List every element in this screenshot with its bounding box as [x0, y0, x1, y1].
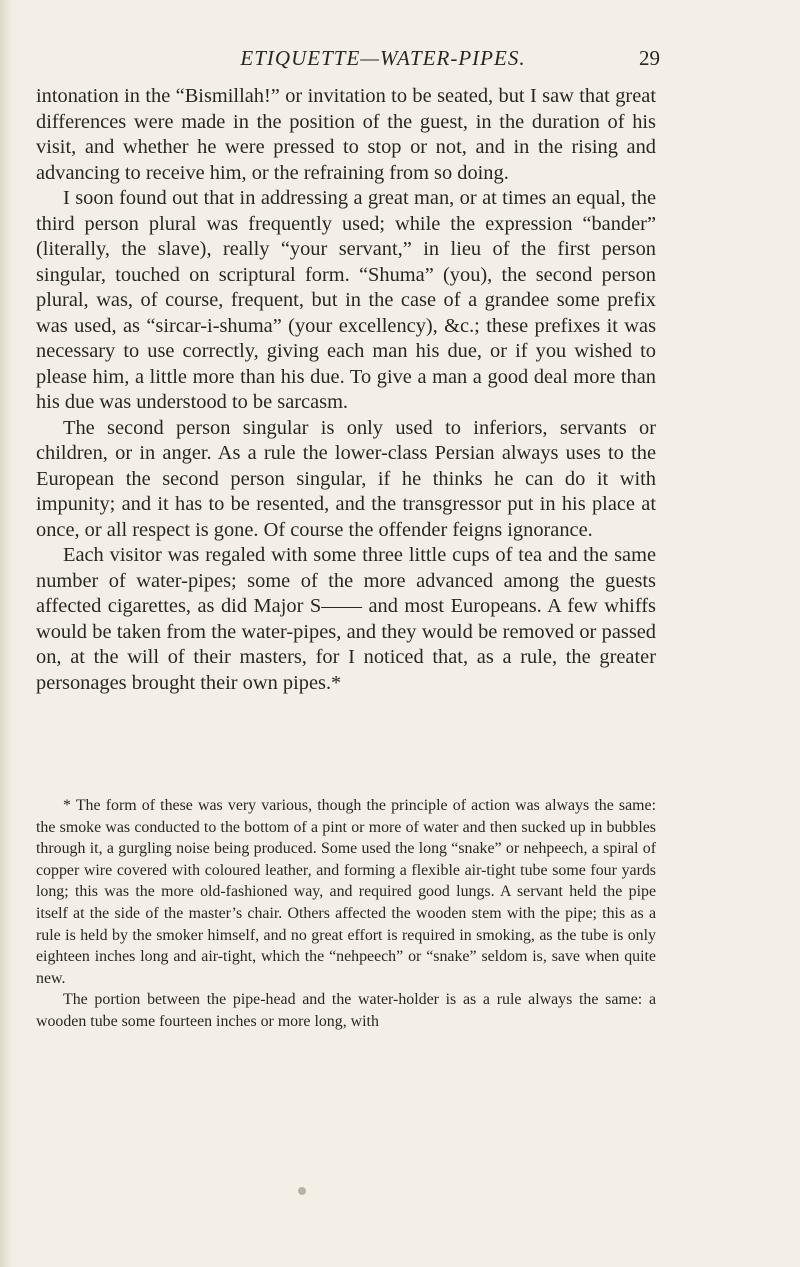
- printer-mark: [298, 1187, 306, 1195]
- footnote-paragraph: * The form of these was very various, though the principle of action was always the same: the smoke was conducted to the bottom of a pint or more of water and then sucked up in bubbles through it, a gurgling noise being produced. Some used the long “snake” or nehpeech, a spiral of copper wire covered with coloured leather, and forming a flexible air-tight tube some four yards long; this was the more old-fashioned way, and required good lungs. A servant held the pipe itself at the side of the master’s chair. Others affected the wooden stem with the pipe; this as a rule is held by the smoker himself, and no great effort is required in smoking, as the tube is only eighteen inches long and air-tight, which the “nehpeech” or “snake” seldom is, save when quite new.: [36, 797, 656, 987]
- page-gutter: [0, 0, 14, 1267]
- paragraph: I soon found out that in addressing a great man, or at times an equal, the third person plural was frequently used; while the expression “bander” (literally, the slave), really “your servant,” in lieu of the first person singular, touched on scriptural form. “Shuma” (you), the second person plural, was, of course, frequent, but in the case of a grandee some prefix was used, as “sircar-i-shuma” (your excellency), &c.; these prefixes it was necessary to use correctly, giving each man his due, or if you wished to please him, a little more than his due. To give a man a good deal more than his due was understood to be sarcasm.: [36, 187, 656, 413]
- paragraph: Each visitor was regaled with some three little cups of tea and the same number of water-pipes; some of the more advanced among the guests affected cigarettes, as did Major S—— and most Europeans. A few whiffs would be taken from the water-pipes, and they would be removed or passed on, at the will of their masters, for I noticed that, as a rule, the greater personages brought their own pipes.*: [36, 544, 656, 694]
- footnote-paragraph: The portion between the pipe-head and the water-holder is as a rule always the same: a wooden tube some fourteen inches or more long, with: [36, 991, 656, 1030]
- footnote-section: [36, 795, 656, 1033]
- paragraph: intonation in the “Bismillah!” or invitation to be seated, but I saw that great differences were made in the position of the guest, in the duration of his visit, and whether he were pressed to stop or not, and in the rising and advancing to receive him, or the refraining from so doing.: [36, 85, 656, 184]
- paragraph: The second person singular is only used to inferiors, servants or children, or in anger. As a rule the lower-class Persian always uses to the European the second person singular, if he thinks he can do it with impunity; and it has to be resented, and the transgressor put in his place at once, or all respect is gone. Of course the offender feigns ignorance.: [36, 416, 656, 541]
- page-number: 29: [639, 46, 660, 70]
- main-text: [36, 84, 656, 696]
- page-header: [0, 46, 800, 80]
- running-head: ETIQUETTE—WATER-PIPES.: [240, 46, 526, 70]
